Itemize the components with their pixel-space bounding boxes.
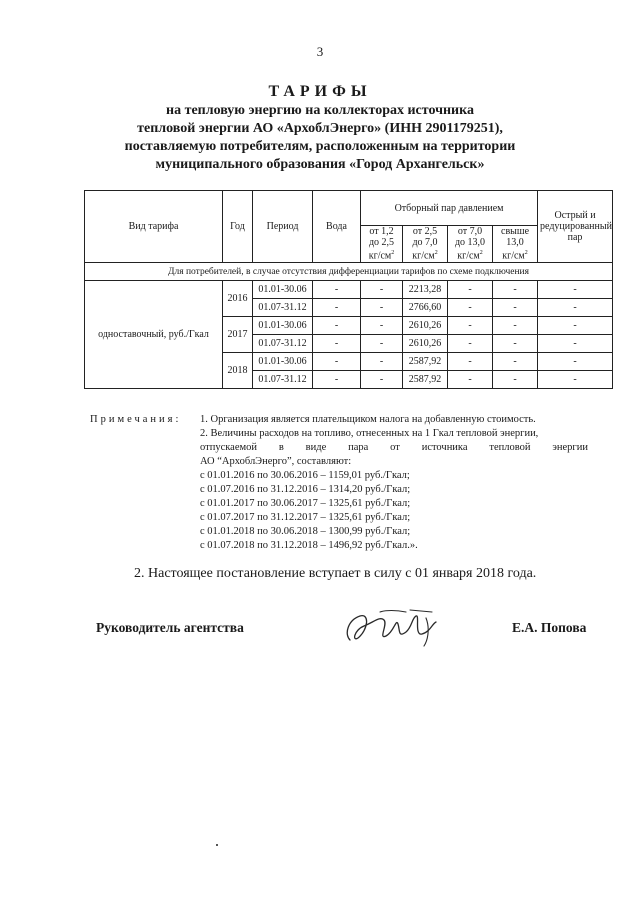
period-cell: 01.07-31.12 <box>253 371 313 389</box>
period-cell: 01.07-31.12 <box>253 299 313 317</box>
water-cell: - <box>313 317 361 335</box>
cost-line: с 01.01.2016 по 30.06.2016 – 1159,01 руб./Гкал; <box>200 470 410 481</box>
note-item-2: 2. Величины расходов на топливо, отнесенных на 1 Гкал тепловой энергии, <box>200 428 539 439</box>
signatory-name: Е.А. Попова <box>512 620 587 635</box>
header-water: Вода <box>313 191 361 263</box>
page-number: 3 <box>316 44 324 59</box>
header-sharp-line: Острый и <box>554 210 596 221</box>
steam-3-cell: - <box>448 335 493 353</box>
water-cell: - <box>313 299 361 317</box>
cost-line: с 01.07.2016 по 31.12.2016 – 1314,20 руб./Гкал; <box>200 484 411 495</box>
title-line: на тепловую энергию на коллекторах источника <box>166 103 474 118</box>
steam-3-cell: - <box>448 317 493 335</box>
header-sharp-line: редуцированный <box>540 221 612 232</box>
steam-2-cell: 2610,26 <box>403 317 448 335</box>
steam-2-cell: 2213,28 <box>403 281 448 299</box>
header-unit: кг/см <box>368 250 392 262</box>
steam-1-cell: - <box>361 371 403 389</box>
period-cell: 01.01-30.06 <box>253 281 313 299</box>
header-period: Период <box>253 191 313 263</box>
header-year: Год <box>223 191 253 263</box>
cost-line: с 01.07.2018 по 31.12.2018 – 1496,92 руб./Гкал.». <box>200 540 418 551</box>
title-line: поставляемую потребителям, расположенным на территории <box>124 139 516 154</box>
header-line: от 1,2 <box>369 226 394 238</box>
document-title <box>0 82 640 174</box>
table-row <box>85 281 613 299</box>
steam-3-cell: - <box>448 299 493 317</box>
cost-line: с 01.01.2017 по 30.06.2017 – 1325,61 руб./Гкал; <box>200 498 411 509</box>
header-line: свыше <box>501 226 530 238</box>
sharp-steam-cell: - <box>538 281 613 299</box>
header-steam-3: от 7,0 до 13,0 $кг/см^2$ <box>448 226 493 263</box>
header-line: от 7,0 <box>457 226 483 238</box>
note-word: от <box>390 442 400 453</box>
steam-4-cell: - <box>493 317 538 335</box>
steam-1-cell: - <box>361 299 403 317</box>
steam-2-cell: 2766,60 <box>403 299 448 317</box>
header-unit: кг/см <box>412 250 435 262</box>
header-line: от 2,5 <box>412 226 438 238</box>
steam-2-cell: 2587,92 <box>403 353 448 371</box>
header-steam-2: от 2,5 до 7,0 $кг/см^2$ <box>403 226 448 263</box>
note-item-2-end: АО “АрхоблЭнерго”, составляют: <box>200 456 352 467</box>
note-word: пара <box>348 442 369 453</box>
title-line: муниципального образования «Город Архангельск» <box>155 157 485 172</box>
year-cell: 2017 <box>223 317 253 353</box>
header-line: 13,0 <box>506 237 524 249</box>
sharp-steam-cell: - <box>538 299 613 317</box>
header-tariff-type: Вид тарифа <box>85 191 223 263</box>
steam-2-cell: 2587,92 <box>403 371 448 389</box>
steam-1-cell: - <box>361 353 403 371</box>
note-word: виде <box>305 442 327 453</box>
year-cell: 2016 <box>223 281 253 317</box>
tariff-type-cell: одноставочный, руб./Гкал <box>85 281 223 389</box>
period-cell: 01.01-30.06 <box>253 317 313 335</box>
steam-4-cell: - <box>493 281 538 299</box>
header-steam-1: от 1,2 до 2,5 $кг/см^2$ <box>361 226 403 263</box>
note-word: тепловой <box>489 442 531 453</box>
period-cell: 01.01-30.06 <box>253 353 313 371</box>
notes-label: Примечания: <box>90 414 182 425</box>
steam-2-cell: 2610,26 <box>403 335 448 353</box>
header-sharp-steam <box>538 191 613 263</box>
sharp-steam-cell: - <box>538 353 613 371</box>
cost-line: с 01.01.2018 по 30.06.2018 – 1300,99 руб./Гкал; <box>200 526 411 537</box>
header-unit: кг/см <box>457 250 480 262</box>
steam-3-cell: - <box>448 353 493 371</box>
scan-speck <box>216 844 218 846</box>
cost-line: с 01.07.2017 по 31.12.2017 – 1325,61 руб./Гкал; <box>200 512 411 523</box>
header-unit: кг/см <box>502 250 525 262</box>
note-word: отпускаемой <box>200 442 258 453</box>
note-item-1: 1. Организация является плательщиком налога на добавленную стоимость. <box>200 414 536 425</box>
note-item-2-justified <box>200 441 588 455</box>
period-cell: 01.07-31.12 <box>253 335 313 353</box>
title-main: ТАРИФЫ <box>268 83 372 100</box>
sharp-steam-cell: - <box>538 317 613 335</box>
sharp-steam-cell: - <box>538 335 613 353</box>
header-line: до 2,5 <box>368 237 395 249</box>
header-steam-group: Отборный пар давлением <box>361 191 538 226</box>
header-line: до 7,0 <box>412 237 438 249</box>
water-cell: - <box>313 371 361 389</box>
water-cell: - <box>313 353 361 371</box>
tariff-table <box>84 190 613 389</box>
steam-1-cell: - <box>361 317 403 335</box>
steam-1-cell: - <box>361 335 403 353</box>
steam-4-cell: - <box>493 335 538 353</box>
header-steam-4: свыше 13,0 $кг/см^2$ <box>493 226 538 263</box>
steam-4-cell: - <box>493 371 538 389</box>
water-cell: - <box>313 281 361 299</box>
sharp-steam-cell: - <box>538 371 613 389</box>
signatory-title: Руководитель агентства <box>96 620 244 635</box>
note-word: источника <box>421 442 468 453</box>
header-line: до 13,0 <box>454 237 486 249</box>
note-word: энергии <box>552 442 588 453</box>
header-sharp-line: пар <box>567 232 583 243</box>
signature-image <box>340 606 450 655</box>
steam-4-cell: - <box>493 353 538 371</box>
steam-4-cell: - <box>493 299 538 317</box>
decree-text: 2. Настоящее постановление вступает в силу с 01 января 2018 года. <box>134 566 537 581</box>
steam-3-cell: - <box>448 281 493 299</box>
title-line: тепловой энергии АО «АрхоблЭнерго» (ИНН 2901179251), <box>137 121 503 136</box>
steam-1-cell: - <box>361 281 403 299</box>
year-cell: 2018 <box>223 353 253 389</box>
note-word: в <box>278 442 284 453</box>
steam-3-cell: - <box>448 371 493 389</box>
water-cell: - <box>313 335 361 353</box>
condition-row: Для потребителей, в случае отсутствия дифференциации тарифов по схеме подключения <box>85 263 613 281</box>
